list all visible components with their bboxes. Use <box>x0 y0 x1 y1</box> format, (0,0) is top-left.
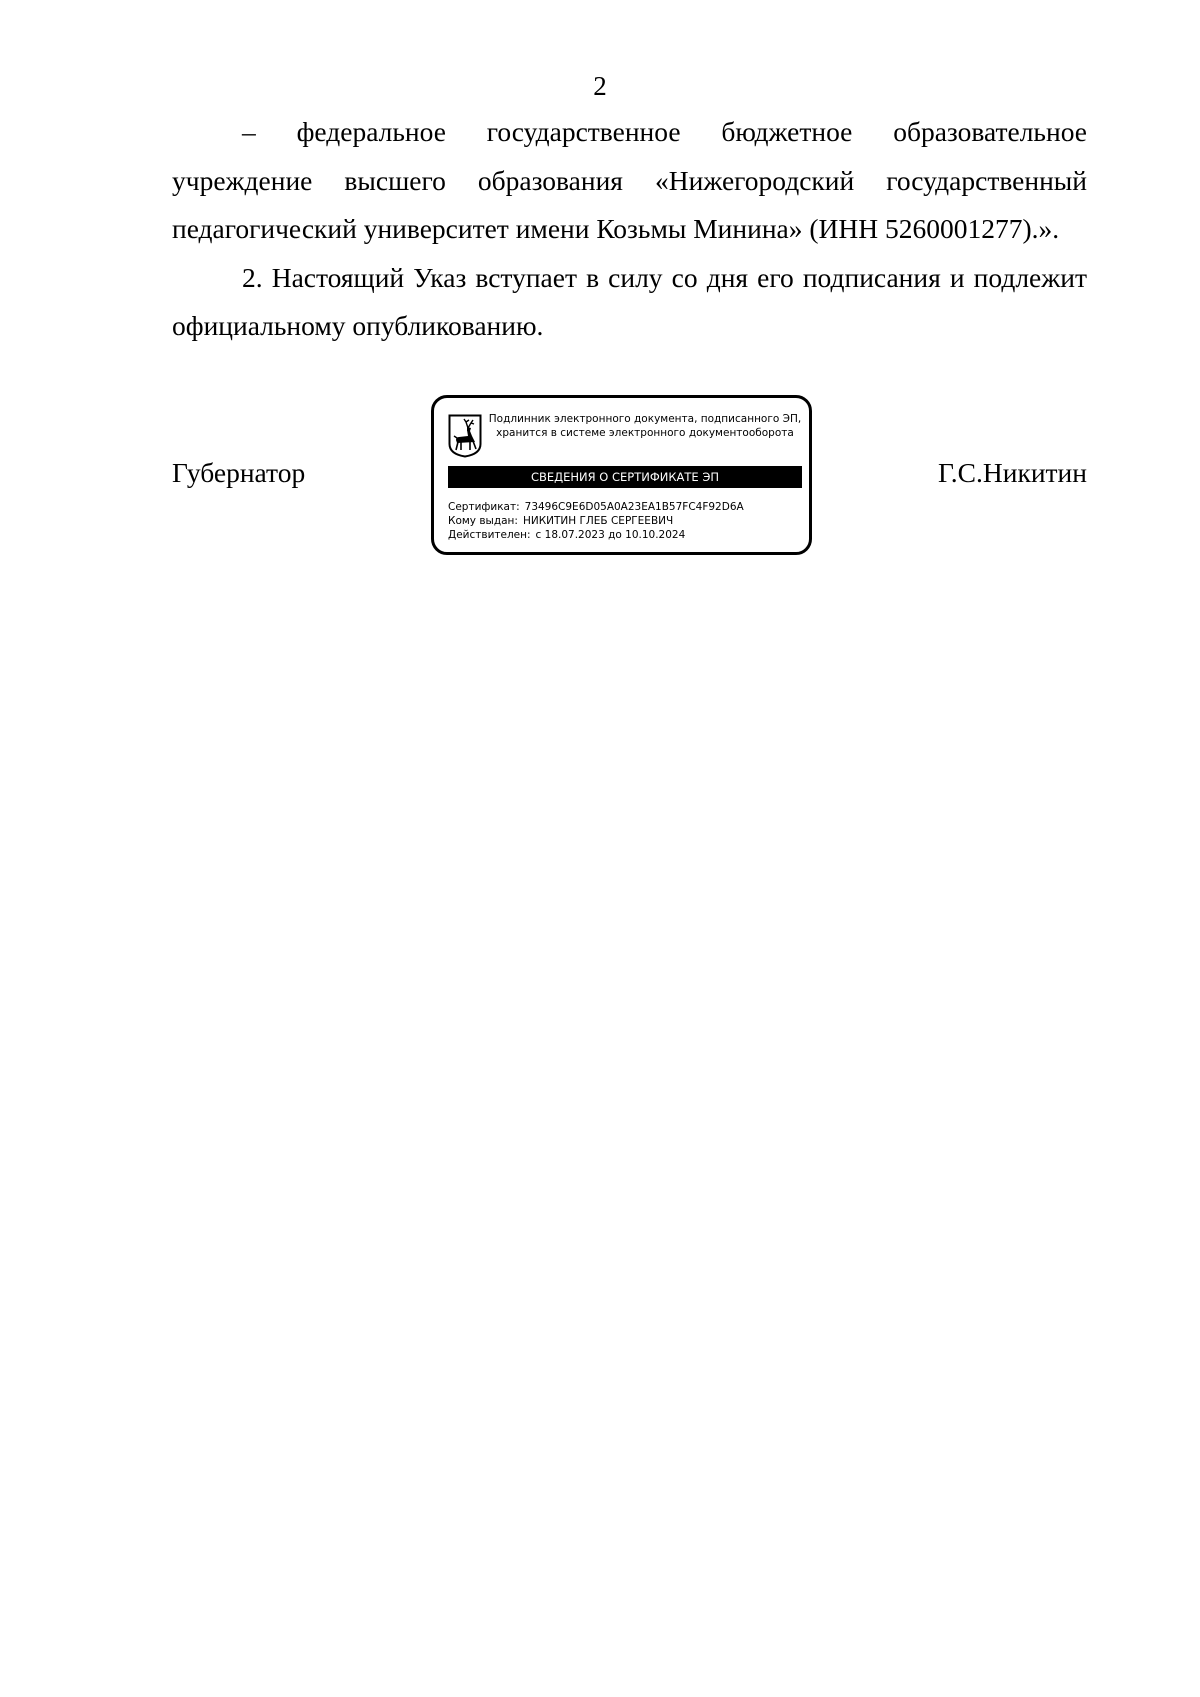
stamp-header-line: хранится в системе электронного документооборота <box>496 427 794 439</box>
issued-to-value: НИКИТИН ГЛЕБ СЕРГЕЕВИЧ <box>522 515 674 527</box>
validity-label: Действителен: <box>448 529 531 541</box>
certificate-label: Сертификат: <box>448 501 520 513</box>
electronic-signature-stamp <box>431 395 812 555</box>
certificate-row <box>448 500 804 514</box>
issued-to-label: Кому выдан: <box>448 515 518 527</box>
paragraph: – федеральное государственное бюджетное образовательное учреждение высшего образования «Нижегородский государственный педагогический университет имени Козьмы Минина» (ИНН 5260001277).». <box>172 116 1087 244</box>
validity-row <box>448 528 804 542</box>
signature-block <box>0 0 1200 600</box>
deer-coat-of-arms-icon <box>448 414 482 458</box>
page-number: 2 <box>593 71 607 101</box>
issued-to-row <box>448 514 804 528</box>
paragraph: 2. Настоящий Указ вступает в силу со дня его подписания и подлежит официальному опубликованию. <box>172 261 1087 341</box>
validity-value: с 18.07.2023 до 10.10.2024 <box>535 529 686 541</box>
stamp-header <box>486 412 804 440</box>
certificate-details <box>448 500 804 542</box>
certificate-value: 73496C9E6D05A0A23EA1B57FC4F92D6A <box>524 501 744 513</box>
certificate-info-title: СВЕДЕНИЯ О СЕРТИФИКАТЕ ЭП <box>448 466 802 488</box>
signatory-position: Губернатор <box>172 457 306 488</box>
signatory-name: Г.С.Никитин <box>938 457 1087 488</box>
stamp-header-line: Подлинник электронного документа, подписанного ЭП, <box>488 413 802 425</box>
